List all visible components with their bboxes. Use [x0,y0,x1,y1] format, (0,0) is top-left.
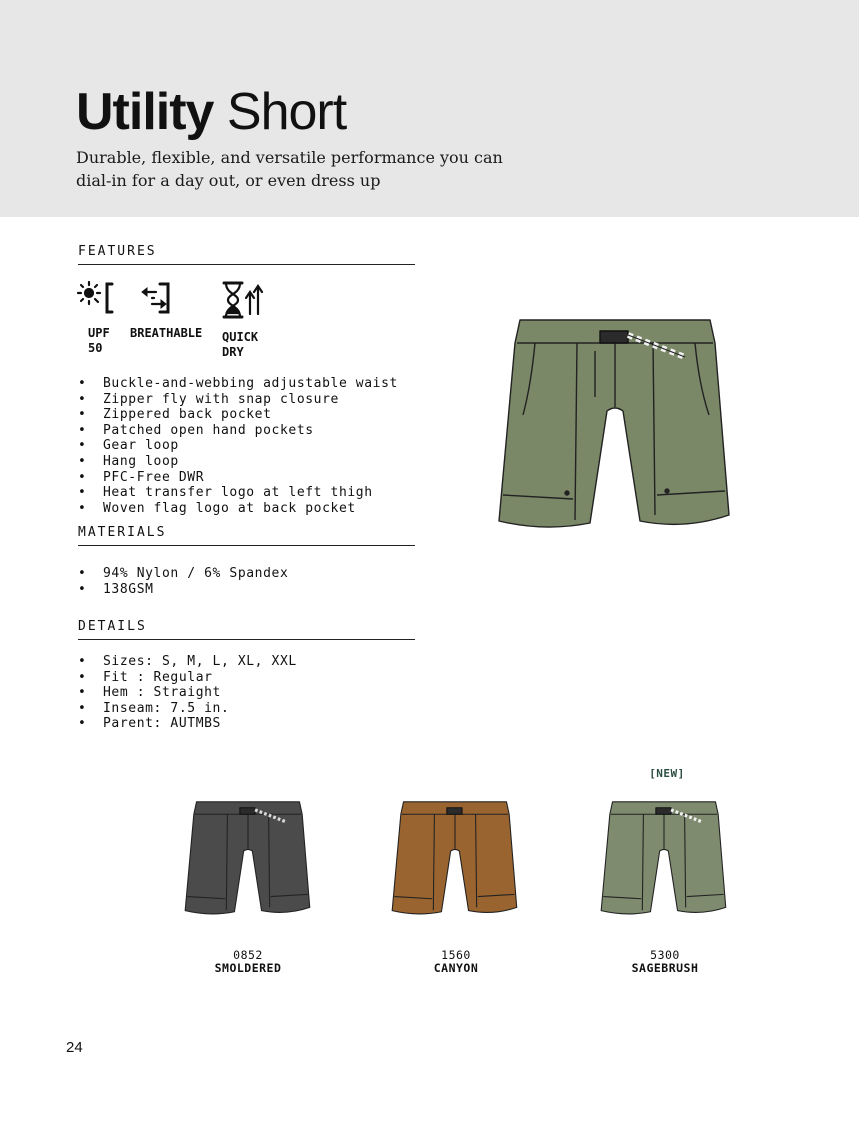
material-item: • 138GSM [78,582,288,598]
colorway-swatch-canyon [390,795,520,930]
detail-item: • Inseam: 7.5 in. [78,701,297,717]
colorway-code: 1560 [441,948,471,962]
colorway-label-canyon [386,949,526,975]
feature-item: • Zippered back pocket [78,407,398,423]
title-bold: Utility [76,83,214,141]
details-heading: DETAILS [78,619,415,640]
short-illustration [495,315,735,540]
short-illustration [183,795,313,925]
quick-dry-icon [222,280,266,320]
features-list [78,376,398,516]
material-item: • 94% Nylon / 6% Spandex [78,566,288,582]
colorway-swatch-sagebrush [599,795,729,930]
colorway-label-sagebrush [595,949,735,975]
colorway-swatch-smoldered [183,795,313,930]
page-title [76,82,346,142]
page-subtitle: Durable, flexible, and versatile performance you can dial-in for a day out, or even dress up [76,148,503,190]
colorway-code: 5300 [650,948,680,962]
colorway-name: CANYON [433,961,479,975]
feature-icons [76,280,416,360]
colorway-code: 0852 [233,948,263,962]
page-number: 24 [66,1039,83,1056]
detail-item: • Sizes: S, M, L, XL, XXL [78,654,297,670]
colorway-label-smoldered [178,949,318,975]
main-product-image [495,315,735,545]
feature-item: • Gear loop [78,438,398,454]
detail-item: • Hem : Straight [78,685,297,701]
details-list [78,654,297,732]
materials-heading: MATERIALS [78,525,415,546]
short-illustration [599,795,729,925]
feature-breathable [130,280,202,341]
short-illustration [390,795,520,925]
features-heading: FEATURES [78,244,415,265]
header-band [0,0,859,217]
title-light: Short [226,83,347,141]
feature-item: • Patched open hand pockets [78,423,398,439]
quick-dry-label: QUICK DRY [222,330,259,359]
detail-item: • Fit : Regular [78,670,297,686]
feature-item: • Heat transfer logo at left thigh [78,485,398,501]
breathable-icon [138,280,182,316]
feature-item: • Woven flag logo at back pocket [78,501,398,517]
feature-upf [76,280,116,356]
colorway-name: SMOLDERED [214,961,282,975]
feature-item: • Hang loop [78,454,398,470]
feature-item: • PFC-Free DWR [78,470,398,486]
feature-item: • Buckle-and-webbing adjustable waist [78,376,398,392]
materials-list [78,566,288,597]
upf-icon [76,280,116,316]
detail-item: • Parent: AUTMBS [78,716,297,732]
feature-quick-dry [222,280,266,360]
feature-item: • Zipper fly with snap closure [78,392,398,408]
upf-label: UPF 50 [88,326,110,355]
colorway-name: SAGEBRUSH [631,961,699,975]
breathable-label: BREATHABLE [130,326,203,340]
new-badge: [NEW] [649,767,685,780]
